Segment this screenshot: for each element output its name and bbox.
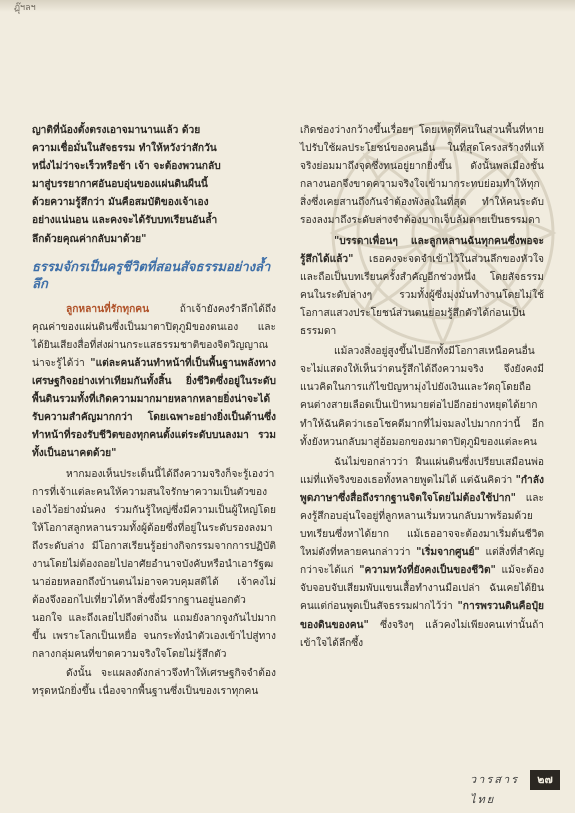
intro-line: อย่างแน่นอน และคงจะได้รับบทเรียนอันล้ำ <box>32 215 218 227</box>
body-paragraph <box>32 301 276 464</box>
top-text-fragment: ฏุ๊ฯลฯ <box>14 3 36 13</box>
lead-phrase: ลูกหลานที่รักทุกคน <box>66 303 150 315</box>
emphasis-quote: "แต่ละคนล้วนทำหน้าที่เป็นพื้นฐานพลังทางเศรษฐกิจอย่างเท่าเทียมกันทั้งสิ้น ยิ่งชีวิตซึ่งอยู่ในระดับพื้นดินรวมทั้งที่เกิดความมากมายหลากหลายยิ่งน่าจะได้รับความสำคัญมากกว่า โดยเฉพาะอย่างยิ่งเป็นด้านซึ่งทำหน้าที่รองรับชีวิตของทุกคนตั้งแต่ระดับบนลงมา รวมทั้งเป็นอนาคตด้วย" <box>32 357 276 460</box>
body-paragraph: เกิดช่องว่างกว้างขึ้นเรื่อยๆ โดยเหตุที่คนในส่วนพื้นที่หายไปรับใช้ผลประโยชน์ของคนอื่น ในที่สุดโครงสร้างที่แท้จริงย่อมมาถึงจุดซึ่งทนอยู่ยากยิ่งขึ้น ดังนั้นพลเมืองชั้นกลางนอกจึงขาดความจริงใจเข้ามากระทบย่อมทำให้ทุกสิ่งซึ่งเคยสานถึงกันจำต้องพังลงในที่สุด ทำให้คนระดับรองลงมาถึงระดับล่างจำต้องบากเจ็บล้มตายเป็นธรรมดา <box>300 125 544 227</box>
body-paragraph: ดังนั้น จะแผลงดังกล่าวจึงทำให้เศรษฐกิจจำต้องทรุดหนักยิ่งขึ้น เนื่องจากพื้นฐานซึ่งเป็นของเราทุกคน <box>32 667 276 697</box>
magazine-brand: วารสารไทย <box>470 773 520 806</box>
body-text: เธอคงจะจดจำเข้าไว้ในส่วนลึกของหัวใจและถือเป็นบทเรียนครั้งสำคัญอีกช่วงหนึ่ง โดยสัจธรรมคนในระดับล่างๆ รวมทั้งผู้ซึ่งมุ่งมั่นทำงานโดยไม่ใช้โอกาสแสวงประโยชน์ส่วนตนย่อมรู้สึกตัวได้ก่อนเป็นธรรมดา <box>300 253 544 338</box>
body-text: แต่สิ่งที่สำคัญกว่าจะได้แก่ <box>300 547 544 577</box>
left-column <box>32 122 276 701</box>
page-footer <box>470 770 560 806</box>
body-text: ซึ่งจริงๆ แล้วคงไม่เพียงคนเท่านั้นถ้าเข้าใจได้ลึกซึ้ง <box>300 619 544 649</box>
body-paragraph <box>300 233 544 342</box>
body-text: ฉันไม่ขอกล่าวว่า ฝืนแผ่นดินซึ่งเปรียบเสมือนพ่อแม่ที่แท้จริงของเธอทั้งหลายพูดไม่ได้ แต่ฉันคิดว่า <box>300 456 544 486</box>
body-paragraph: หากมองเห็นประเด็นนี้ได้ถึงความจริงก็จะรู้เองว่า การที่เจ้าแต่ละคนให้ความสนใจรักษาความเป็นตัวของเองไว้อย่างมั่นคง ร่วมกันรู้ใหญ่ซึ่งมีความเป็นผู้ใหญ่โดยให้โอกาสลูกหลานรวมทั้งผู้ด้อยซึ่งที่อยู่ในระดับรองลงมาถึงระดับล่าง มีโอกาสเรียนรู้อย่างกิจกรรมจากการปฏิบัติงานโดยไม่ต้องถอยไปอาศัยอำนาจบังคับหรือนำเอารัฐฒนาอ่อยหลอกถึงบ้านตนไม่อาจควบคุมสติได้ เจ้าคงไม่ต้องจึงออกไปเที่ยวได้หาสิ่งซึ่งมีรากฐานอยู่นอกตัวนอกใจ และถึงเลยไปถึงต่างถิ่น แถมยังลากจูงกันไปมากขึ้น เพราะโลกเป็นเหยื่อ จนกระทั่งนำตัวเองเข้าไปสู่ทางกลางกลุ่มคนที่ขาดความจริงใจโดยไม่รู้สึกตัว <box>32 468 276 661</box>
emphasis-quote: "กำลังพูดภาษาซึ่งสื่อถึงรากฐานจิตใจโดยไม่ต้องใช้ปาก" <box>300 474 544 504</box>
scan-top-edge <box>0 0 575 12</box>
intro-line: ญาติที่น้องตั้งตรงเอาจมานานแล้ว ด้วย <box>32 125 201 136</box>
intro-line: ลึกด้วยคุณค่ากลับมาด้วย" <box>32 233 147 245</box>
intro-line: ความเชื่อมั่นในสัจธรรม ทำให้หวังว่าสักวัน <box>32 143 217 155</box>
section-heading: ธรรมจักรเป็นครูชีวิตที่สอนสัจธรรมอย่างล้ำลึก <box>32 259 271 292</box>
intro-paragraph <box>32 122 276 249</box>
body-paragraph: แม้ลวงสิ่งอยู่สูงขึ้นไปอีกทั้งมีโอกาสเหนือคนอื่นจะไม่แสดงให้เห็นว่าตนรู้สึกได้ถึงความจริง จึงยังคงมีแนวคิดในการแก้ไขปัญหามุ่งไปยังเงินและวัตถุโดยถือคนต่างสายเลือดเป็นเป้าหมายต่อไปอีกอย่างหยุดได้ยาก ทำให้ฉันคิดว่าเธอโชคดีมากที่ไม่จมลงไปมากกว่านี้ อีกทั้งยังหวนกลับมาสู่อ้อมอกของมาตาปิตุภูมิของแต่ละคน <box>300 346 544 448</box>
intro-line: หนึ่งไม่ว่าจะเร็วหรือช้า เจ้า จะต้องพวนกลับ <box>32 161 221 173</box>
intro-line: มาสู่บรรยากาศอันอบอุ่นของแผ่นดินผืนนี้ <box>32 179 208 191</box>
emphasis-quote: "เริ่มจากศูนย์" <box>416 547 480 559</box>
emphasis-quote: "การพรวนดินคือปุ๋ยของดินของคน" <box>300 601 544 631</box>
emphasis-quote: "ความหวังที่ยังคงเป็นของชีวิต" <box>359 565 496 577</box>
page-number: ๒๗ <box>530 770 560 790</box>
emphasis-quote: "บรรดาเพื่อนๆ และลูกหลานฉันทุกคนซึ่งพอจะรู้สึกได้แล้ว" <box>300 235 544 265</box>
intro-line: ด้วยความรู้สึกว่า มันคือสมบัติของเจ้าเอง <box>32 197 209 209</box>
body-text: ถ้าเจ้ายังคงรำลึกได้ถึงคุณค่าของแผ่นดินซึ่งเป็นมาตาปิตุภูมิของตนเอง และได้ยินเสียงสื่อที่ส่งผ่านกระแสธรรมชาติของจิตวิญญาณ น่าจะรู้ได้ว่า <box>32 303 276 369</box>
right-column <box>300 122 544 653</box>
body-paragraph <box>300 454 544 653</box>
body-text: และคงรู้สึกอบอุ่นใจอยู่ที่ลูกหลานเริ่มหวนกลับมาพร้อมด้วยบทเรียนซึ่งหาได้ยาก แม้เธออาจจะต้องมาเริ่มต้นชีวิตใหม่ดังที่หลายคนกล่าวว่า <box>300 492 544 559</box>
body-text: แม้จะต้องจับจอบจับเสียมพับแขนเสื้อทำงานมือเปล่า ฉันเคยได้ยินคนแต่ก่อนพูดเป็นสัจธรรมฝากไว้ว่า <box>300 565 544 613</box>
